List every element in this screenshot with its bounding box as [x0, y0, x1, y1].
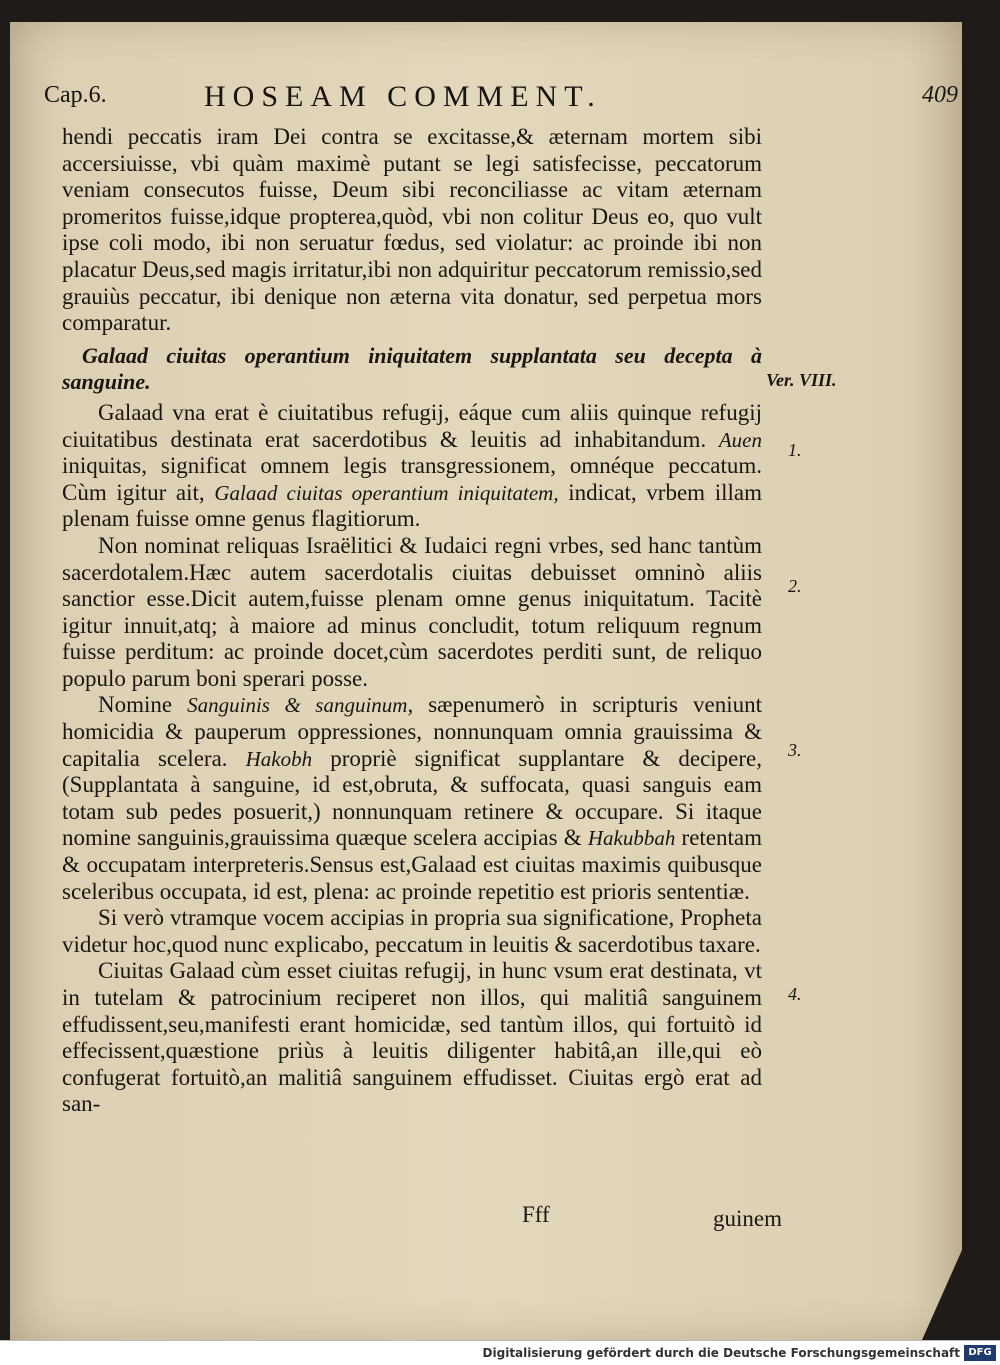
text-run: propriè significat supplantare & decipere,(Supplantata à sanguine, id est,obruta, & suffocata, quasi sanguis eam totam sub pedes posuerit,) nonnunquam retinere & occupare. Si itaque nomine sanguinis,grauissima quæque scelera accipias &: [62, 745, 763, 851]
dfg-logo-icon: DFG: [964, 1345, 996, 1361]
text-run: , sæpenumerò in scripturis veniunt homicidia & pauperum oppressiones, nonnunquam omnia grauissima & capitalia scelera.: [62, 692, 762, 771]
paragraph: Non nominat reliquas Israëlitici & Iudaici regni vrbes, sed hanc tantùm sacerdotalem.Hæc autem sacerdotalis ciuitas debuisset omninò aliis sanctior esse.Dicit autem,fuisse plenam omne genus iniquitatum. Tacitè igitur innuit,atq; à maiore ad minus concludit, totum reliquum regnum fuisse perditum: ac proinde docet,cùm sacerdotes perditi sunt, de reliquo populo parum boni sperari posse.: [62, 532, 762, 691]
lemma-verse: Galaad ciuitas operantium iniquitatem supplantata seu decepta à sanguine.: [62, 342, 762, 395]
text-run: Nomine: [98, 692, 188, 718]
italic-term: Hakobh: [245, 746, 313, 771]
margin-note-1: 1.: [788, 440, 802, 460]
text-run: iniquitas, significat omnem legis transgressionem, omnéque peccatum. Cùm igitur ait,: [62, 453, 762, 505]
text-run: retentam & occupatam interpreteris.Sensus est,Galaad est ciuitas maximis quibusque sceleribus occupata, id est, plena: ac proinde repetitio est prioris sententiæ.: [62, 825, 762, 904]
paragraph: [62, 692, 762, 905]
italic-term: Sanguinis & sanguinum: [187, 693, 408, 718]
torn-page-corner: [922, 1250, 962, 1340]
book-page: [10, 22, 962, 1340]
running-title: HOSEAM COMMENT.: [204, 80, 602, 113]
italic-term: Hakubbah: [587, 826, 676, 851]
text-run: indicat, vrbem illam plenam fuisse omne genus flagitiorum.: [62, 479, 762, 532]
page-number: 409: [922, 82, 958, 108]
dfg-funding-bar: [0, 1340, 1000, 1365]
margin-note-3: 3.: [788, 740, 802, 760]
paragraph: Si verò vtramque vocem accipias in propria sua significatione, Propheta videtur hoc,quod nunc explicabo, peccatum in leuitis & sacerdotibus taxare.: [62, 905, 762, 957]
paragraph: [62, 400, 762, 533]
signature-mark: Fff: [522, 1202, 550, 1227]
page-header: [44, 82, 960, 122]
margin-note-4: 4.: [788, 984, 802, 1004]
paragraph: Ciuitas Galaad cùm esset ciuitas refugij, in hunc vsum erat destinata, vt in tutelam & patrocinium reciperet non illos, qui malitiâ sanguinem effudissent,seu,manifesti erant homicidæ, sed tantùm illos, qui fortuitò id effecissent,quæstione priùs à leuitis diligenter habitâ,an ille,qui eò confugerat fortuitò,an malitiâ sanguinem effudisset. Ciuitas ergò erat ad san-: [62, 958, 762, 1117]
funding-credit: Digitalisierung gefördert durch die Deutsche Forschungsgemeinschaft: [482, 1346, 960, 1360]
chapter-label: Cap.6.: [44, 82, 107, 108]
paragraph: hendi peccatis iram Dei contra se excitasse,& æternam mortem sibi accersiuisse, vbi quàm maximè putant se legi satisfecisse, peccatorum veniam consecutos fuisse, Deum sibi reconciliasse ac vitam æternam promeritos fuisse,idque propterea,quòd, vbi non colitur Deus eo, quo vult ipse coli modo, ibi non seruatur fœdus, sed violatur: ac proinde ibi non placatur Deus,sed magis irritatur,ibi non adquiritur peccatorum remissio,sed grauiùs peccatur, ibi denique non æterna vita donatur, sed perpetua mors comparatur.: [62, 124, 762, 336]
catchword: guinem: [713, 1206, 782, 1231]
page-footer: [62, 1202, 782, 1232]
italic-quote: Galaad ciuitas operantium iniquitatem,: [214, 480, 559, 505]
page-body: [62, 124, 762, 1118]
margin-verse-note: Ver. VIII.: [766, 370, 837, 390]
text-run: Galaad vna erat è ciuitatibus refugij, eáque cum aliis quinque refugij ciuitatibus destinata erat sacerdotibus & leuitis ad inhabitandum.: [62, 399, 762, 452]
italic-term: Auen: [718, 427, 762, 452]
margin-note-2: 2.: [788, 576, 802, 596]
